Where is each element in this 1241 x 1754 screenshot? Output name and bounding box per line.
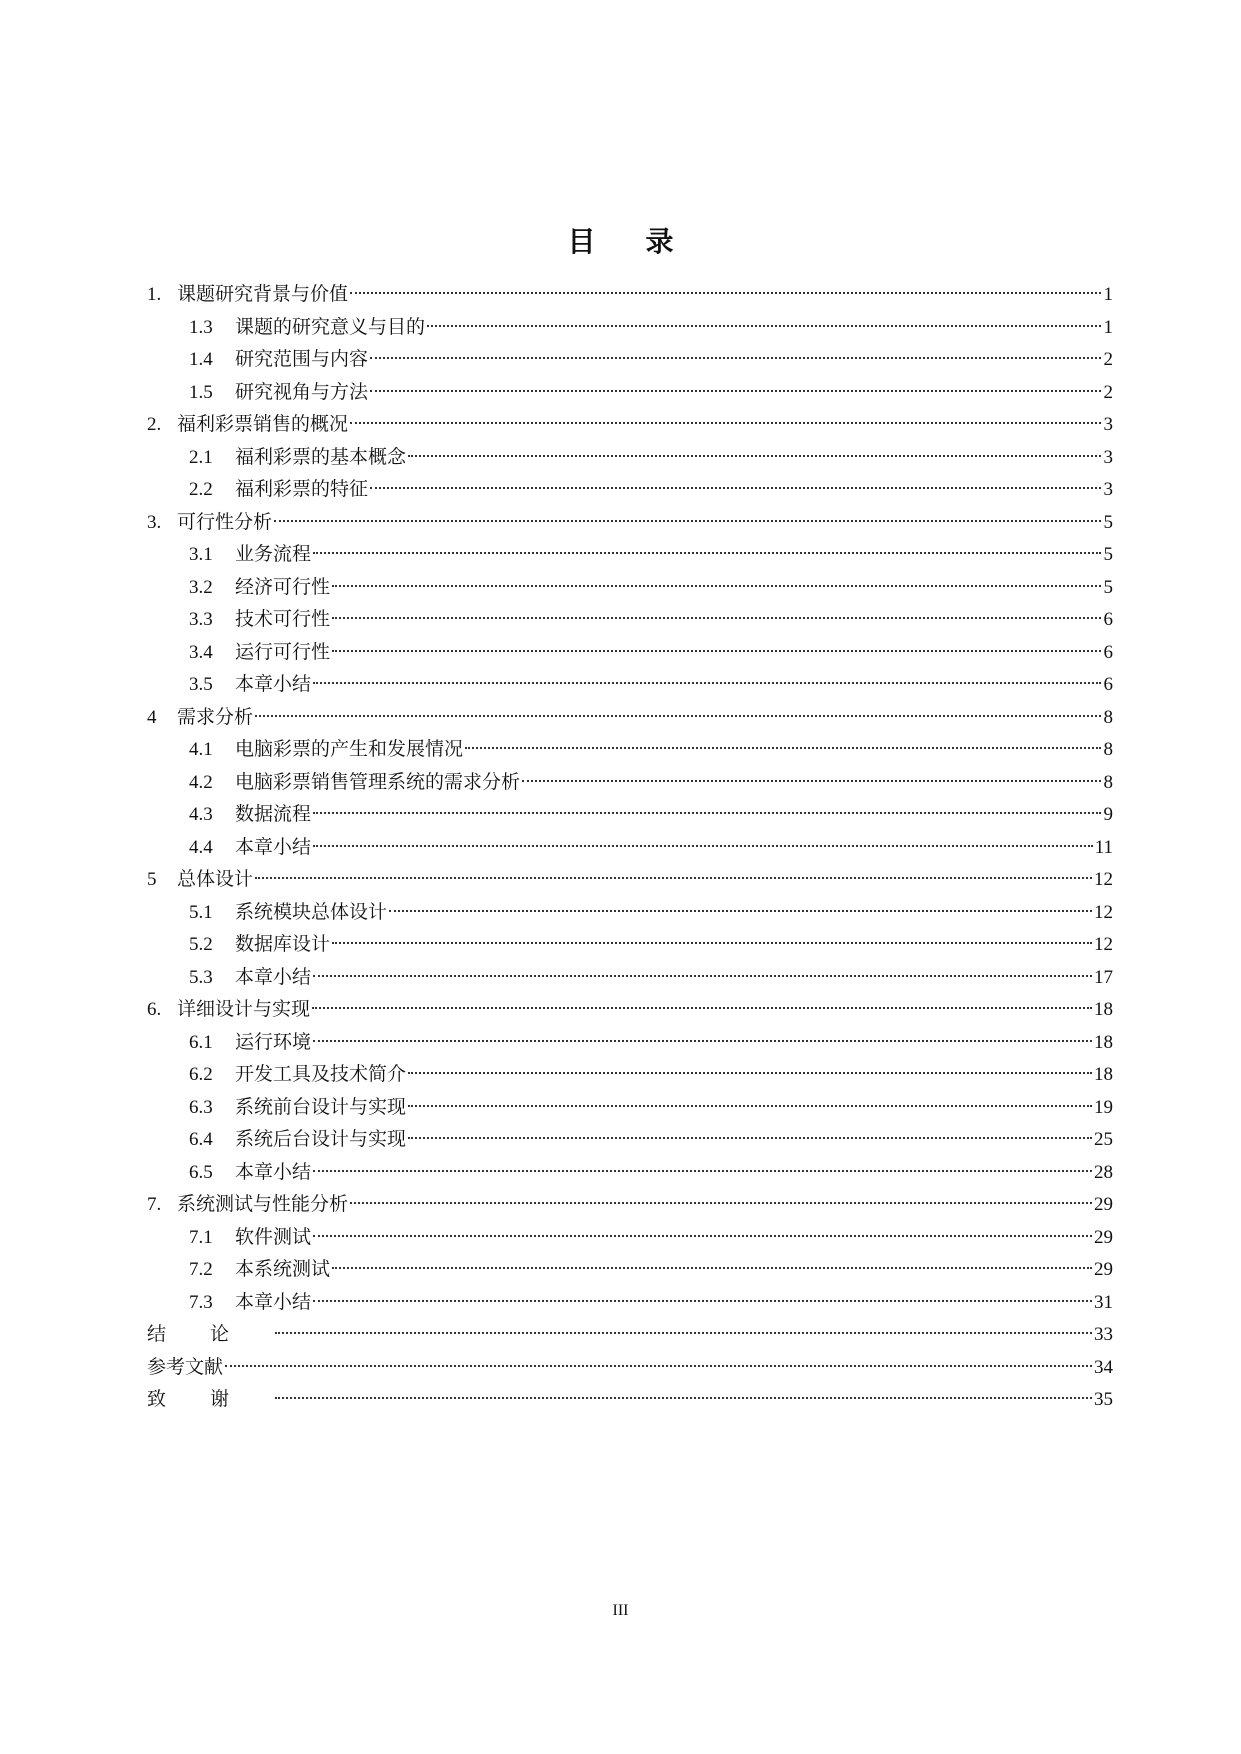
toc-entry[interactable] [147,1091,1113,1124]
toc-entry-page: 18 [1094,1064,1113,1085]
toc-entry-page: 33 [1094,1324,1113,1345]
toc-entry-page: 9 [1103,804,1113,825]
toc-dot-leader [370,487,1101,489]
toc-dot-leader [408,1105,1092,1107]
toc-dot-leader [408,455,1101,457]
toc-dot-leader [465,747,1101,749]
toc-entry-number: 3.2 [189,576,213,598]
toc-dot-leader [312,1007,1092,1009]
toc-entry-title: 课题研究背景与价值 [177,283,349,305]
toc-dot-leader [313,975,1092,977]
toc-entry-number: 6. [147,999,162,1020]
toc-dot-leader [350,1202,1092,1204]
toc-entry-page: 6 [1103,609,1113,630]
toc-dot-leader [313,1235,1092,1237]
toc-dot-leader [427,325,1101,327]
toc-entry-number: 4.3 [189,804,213,825]
toc-entry[interactable] [147,408,1113,441]
toc-dot-leader [225,1365,1092,1367]
toc-entry-number: 7.1 [189,1226,213,1248]
toc-entry[interactable] [147,343,1113,376]
toc-entry-title: 运行环境 [235,1030,312,1053]
toc-entry-page: 29 [1094,1226,1113,1248]
toc-entry-number: 6.2 [189,1064,213,1085]
toc-entry[interactable] [147,506,1113,539]
toc-entry-title: 经济可行性 [235,575,331,598]
toc-entry-page: 28 [1094,1161,1113,1183]
toc-entry-title: 开发工具及技术简介 [235,1063,407,1085]
toc-entry-number: 5.3 [189,966,213,988]
toc-entry[interactable] [147,538,1113,571]
toc-entry-title: 福利彩票的特征 [235,478,369,500]
toc-entry-title: 系统测试与性能分析 [177,1193,349,1215]
toc-entry[interactable] [147,831,1113,864]
toc-entry-number: 7.3 [189,1291,213,1313]
toc-entry-page: 12 [1094,934,1113,955]
toc-entry[interactable] [147,1188,1113,1221]
toc-entry-title: 数据库设计 [235,933,331,955]
title-part-2: 录 [645,225,674,258]
toc-dot-leader [274,520,1101,522]
toc-entry[interactable] [147,1026,1113,1059]
toc-entry-page: 17 [1094,966,1113,988]
toc-entry-number: 6.4 [189,1129,213,1150]
toc-entry-title: 课题的研究意义与目的 [235,315,426,338]
toc-dot-leader [313,1300,1092,1302]
toc-entry-page: 5 [1103,576,1113,598]
toc-entry[interactable] [147,1383,1113,1416]
toc-entry-page: 12 [1094,901,1113,923]
toc-entry-title: 电脑彩票的产生和发展情况 [235,738,464,760]
toc-dot-leader [255,877,1092,879]
toc-entry-title: 运行可行性 [235,640,331,663]
toc-entry-title: 业务流程 [235,543,312,565]
toc-entry-page: 12 [1094,869,1113,890]
toc-entry-number: 4.2 [189,771,213,793]
toc-entry-title: 本系统测试 [235,1258,331,1280]
toc-entry[interactable] [147,798,1113,831]
toc-entry-page: 11 [1094,836,1113,858]
toc-entry-number: 5 [147,869,157,890]
toc-entry-page: 5 [1103,544,1113,565]
toc-entry[interactable] [147,636,1113,669]
toc-dot-leader [332,617,1101,619]
toc-entry-title: 结论 [147,1323,274,1345]
toc-entry-page: 6 [1103,674,1113,695]
toc-entry-number: 2. [147,414,162,435]
toc-entry[interactable] [147,863,1113,896]
toc-entry-title: 详细设计与实现 [177,998,311,1020]
toc-entry-number: 5.1 [189,901,213,923]
toc-entry[interactable] [147,571,1113,604]
toc-entry-number: 6.5 [189,1161,213,1183]
toc-entry-number: 4.1 [189,739,213,760]
toc-entry[interactable] [147,1058,1113,1091]
toc-entry[interactable] [147,1318,1113,1351]
toc-entry-page: 2 [1103,349,1113,370]
toc-dot-leader [332,942,1092,944]
toc-entry-page: 18 [1094,1031,1113,1053]
toc-entry-page: 19 [1094,1096,1113,1118]
toc-entry[interactable] [147,668,1113,701]
toc-entry-title: 系统前台设计与实现 [235,1095,407,1118]
toc-entry-number: 1.5 [189,381,213,403]
toc-dot-leader [350,292,1101,294]
toc-entry[interactable] [147,603,1113,636]
toc-entry[interactable] [147,1286,1113,1319]
toc-entry-page: 1 [1103,284,1113,305]
toc-entry-number: 2.1 [189,446,213,468]
toc-entry[interactable] [147,1156,1113,1189]
toc-entry-number: 1.3 [189,316,213,338]
toc-entry-title: 总体设计 [177,868,254,890]
toc-entry[interactable] [147,1221,1113,1254]
toc-entry-number: 7.2 [189,1259,213,1280]
toc-entry-number: 2.2 [189,479,213,500]
toc-entry-number: 6.1 [189,1031,213,1053]
toc-entry-page: 29 [1094,1194,1113,1215]
toc-dot-leader [313,812,1101,814]
toc-entry[interactable] [147,473,1113,506]
toc-entry-title: 本章小结 [235,673,312,695]
toc-entry-title: 本章小结 [235,1160,312,1183]
toc-dot-leader [275,1332,1092,1334]
toc-entry[interactable] [147,733,1113,766]
toc-entry-page: 3 [1103,414,1113,435]
toc-entry-number: 5.2 [189,934,213,955]
table-of-contents [147,278,1113,1416]
toc-dot-leader [370,357,1101,359]
toc-entry-page: 8 [1103,739,1113,760]
toc-entry-page: 29 [1094,1259,1113,1280]
toc-entry[interactable] [147,376,1113,409]
toc-entry-title: 研究视角与方法 [235,380,369,403]
toc-dot-leader [313,552,1101,554]
toc-entry-page: 31 [1094,1291,1113,1313]
toc-entry-number: 1. [147,284,162,305]
toc-dot-leader [408,1072,1092,1074]
toc-entry[interactable] [147,766,1113,799]
toc-entry-title: 数据流程 [235,803,312,825]
toc-entry-page: 18 [1094,999,1113,1020]
toc-entry[interactable] [147,961,1113,994]
toc-entry-title: 研究范围与内容 [235,348,369,370]
toc-entry-number: 4 [147,706,157,728]
toc-entry[interactable] [147,701,1113,734]
toc-entry-number: 3.3 [189,609,213,630]
toc-entry-title: 系统后台设计与实现 [235,1128,407,1150]
toc-entry-page: 8 [1103,706,1113,728]
toc-entry-number: 3.5 [189,674,213,695]
toc-entry-title: 福利彩票销售的概况 [177,413,349,435]
toc-entry-title: 福利彩票的基本概念 [235,445,407,468]
toc-entry-page: 34 [1094,1356,1113,1378]
toc-entry[interactable] [147,1351,1113,1384]
toc-entry-title: 本章小结 [235,835,312,858]
toc-dot-leader [389,910,1092,912]
toc-entry[interactable] [147,1123,1113,1156]
toc-dot-leader [275,1397,1092,1399]
toc-dot-leader [332,585,1101,587]
toc-entry-page: 25 [1094,1129,1113,1150]
toc-dot-leader [313,1170,1092,1172]
toc-dot-leader [332,650,1101,652]
toc-entry-page: 2 [1103,381,1113,403]
toc-dot-leader [313,1040,1092,1042]
toc-entry-page: 8 [1103,771,1113,793]
toc-dot-leader [408,1137,1092,1139]
toc-entry-page: 6 [1103,641,1113,663]
toc-entry-title: 参考文献 [147,1355,224,1378]
toc-entry[interactable] [147,1253,1113,1286]
toc-entry-title: 致谢 [147,1388,274,1410]
title-part-1: 目 [567,225,596,258]
toc-entry-page: 3 [1103,479,1113,500]
toc-entry-number: 3. [147,511,162,533]
toc-entry-page: 1 [1103,316,1113,338]
toc-entry-title: 软件测试 [235,1225,312,1248]
toc-entry-number: 7. [147,1194,162,1215]
toc-entry-title: 需求分析 [177,705,254,728]
toc-entry[interactable] [147,993,1113,1026]
toc-dot-leader [350,422,1101,424]
toc-entry-page: 35 [1094,1389,1113,1410]
page-number: III [612,1602,629,1619]
toc-entry-title: 可行性分析 [177,510,273,533]
toc-entry-title: 技术可行性 [235,608,331,630]
toc-entry-number: 1.4 [189,349,213,370]
page-title [0,222,1241,262]
toc-entry[interactable] [147,311,1113,344]
toc-entry-number: 3.1 [189,544,213,565]
toc-entry-number: 3.4 [189,641,213,663]
toc-dot-leader [332,1267,1092,1269]
toc-entry-title: 本章小结 [235,1290,312,1313]
toc-dot-leader [370,390,1101,392]
toc-entry-page: 5 [1103,511,1113,533]
toc-entry[interactable] [147,928,1113,961]
toc-entry[interactable] [147,896,1113,929]
toc-entry[interactable] [147,278,1113,311]
toc-dot-leader [313,682,1101,684]
toc-entry-page: 3 [1103,446,1113,468]
toc-entry-number: 4.4 [189,836,213,858]
toc-dot-leader [255,715,1101,717]
toc-entry-title: 系统模块总体设计 [235,900,388,923]
toc-entry-number: 6.3 [189,1096,213,1118]
toc-entry-title: 电脑彩票销售管理系统的需求分析 [235,770,521,793]
toc-dot-leader [522,780,1101,782]
toc-entry-title: 本章小结 [235,965,312,988]
toc-dot-leader [313,845,1093,847]
toc-entry[interactable] [147,441,1113,474]
